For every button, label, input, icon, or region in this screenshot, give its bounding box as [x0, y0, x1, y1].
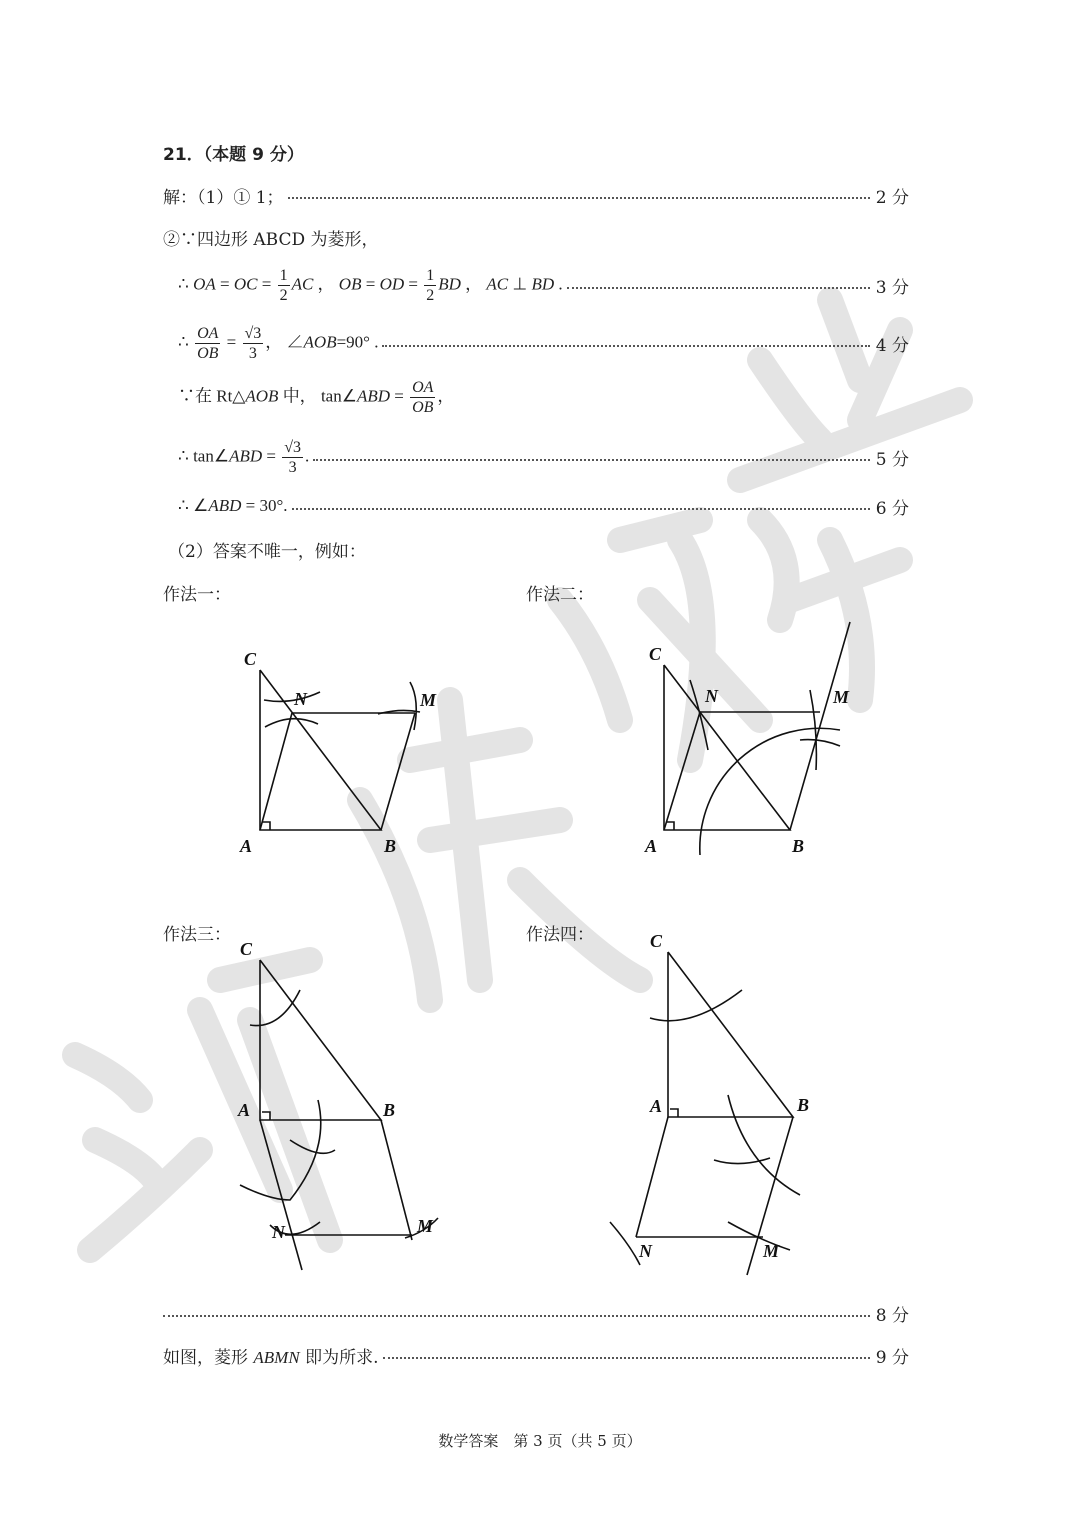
point-label-c: C	[240, 939, 253, 959]
point-label-c: C	[244, 649, 257, 669]
point-label-m: M	[833, 687, 850, 707]
point-label-m: M	[420, 690, 437, 710]
formula-tan: ∵在 Rt△AOB 中， tan∠ABD = $\frac{OA}{OB}$ ，	[178, 378, 455, 416]
answer-text: ②∵四边形 ABCD 为菱形，	[163, 229, 379, 250]
score: 6 分	[875, 498, 909, 519]
point-label-m: M	[763, 1241, 780, 1261]
score-line-8	[163, 1298, 909, 1328]
score: 9 分	[875, 1347, 909, 1368]
method-3-label: 作法三：	[163, 925, 231, 945]
score: 8 分	[875, 1305, 909, 1326]
point-label-m: M	[417, 1216, 434, 1236]
dot-leader	[383, 1357, 870, 1359]
point-label-b: B	[384, 836, 397, 856]
point-label-n: N	[639, 1241, 652, 1261]
point-label-n: N	[272, 1222, 285, 1242]
formula-tan-value: ∴ tan∠ABD = $\frac{√3}{3}$ .	[178, 438, 310, 476]
formula-angle: ∴ ∠ABD = 30°.	[178, 496, 288, 515]
figure-method-4	[610, 952, 800, 1275]
answer-text: 解：（1）① 1；	[163, 187, 284, 208]
method-2-label: 作法二：	[526, 585, 594, 605]
formula-ratio: ∴ $\frac{OA}{OB}$ = $\frac{√3}{3}$ ， ∠AOB=90° .	[178, 324, 379, 362]
point-label-a: A	[645, 836, 658, 856]
dot-leader	[163, 1315, 870, 1317]
point-label-n: N	[294, 689, 307, 709]
point-label-a: A	[238, 1100, 251, 1120]
score: 4 分	[875, 335, 909, 356]
point-label-n: N	[705, 686, 718, 706]
point-label-a: A	[240, 836, 253, 856]
formula-oa-oc: ∴ OA = OC = $\frac{1}{2}$ AC ， OB = OD = $\frac{1}{2}$ BD ， AC ⊥ BD .	[178, 266, 563, 304]
figure-method-3	[240, 960, 438, 1270]
conclusion-line	[163, 1340, 909, 1370]
score: 2 分	[875, 187, 909, 208]
point-label-b: B	[383, 1100, 396, 1120]
point-label-c: C	[649, 644, 662, 664]
part2-intro: （2）答案不唯一，例如：	[168, 541, 366, 562]
page-footer: 数学答案 第 3 页（共 5 页）	[438, 1432, 642, 1450]
figure-method-2	[664, 622, 850, 855]
figure-method-1	[260, 670, 420, 830]
score: 5 分	[875, 449, 909, 470]
point-label-c: C	[650, 931, 663, 951]
conclusion-text: 如图，菱形 ABMN 即为所求.	[163, 1347, 379, 1368]
score: 3 分	[875, 277, 909, 298]
point-label-b: B	[797, 1095, 810, 1115]
point-label-b: B	[792, 836, 805, 856]
method-1-label: 作法一：	[163, 585, 231, 605]
problem-title: 21．（本题 9 分）	[163, 145, 304, 165]
method-4-label: 作法四：	[526, 925, 594, 945]
point-label-a: A	[650, 1096, 663, 1116]
